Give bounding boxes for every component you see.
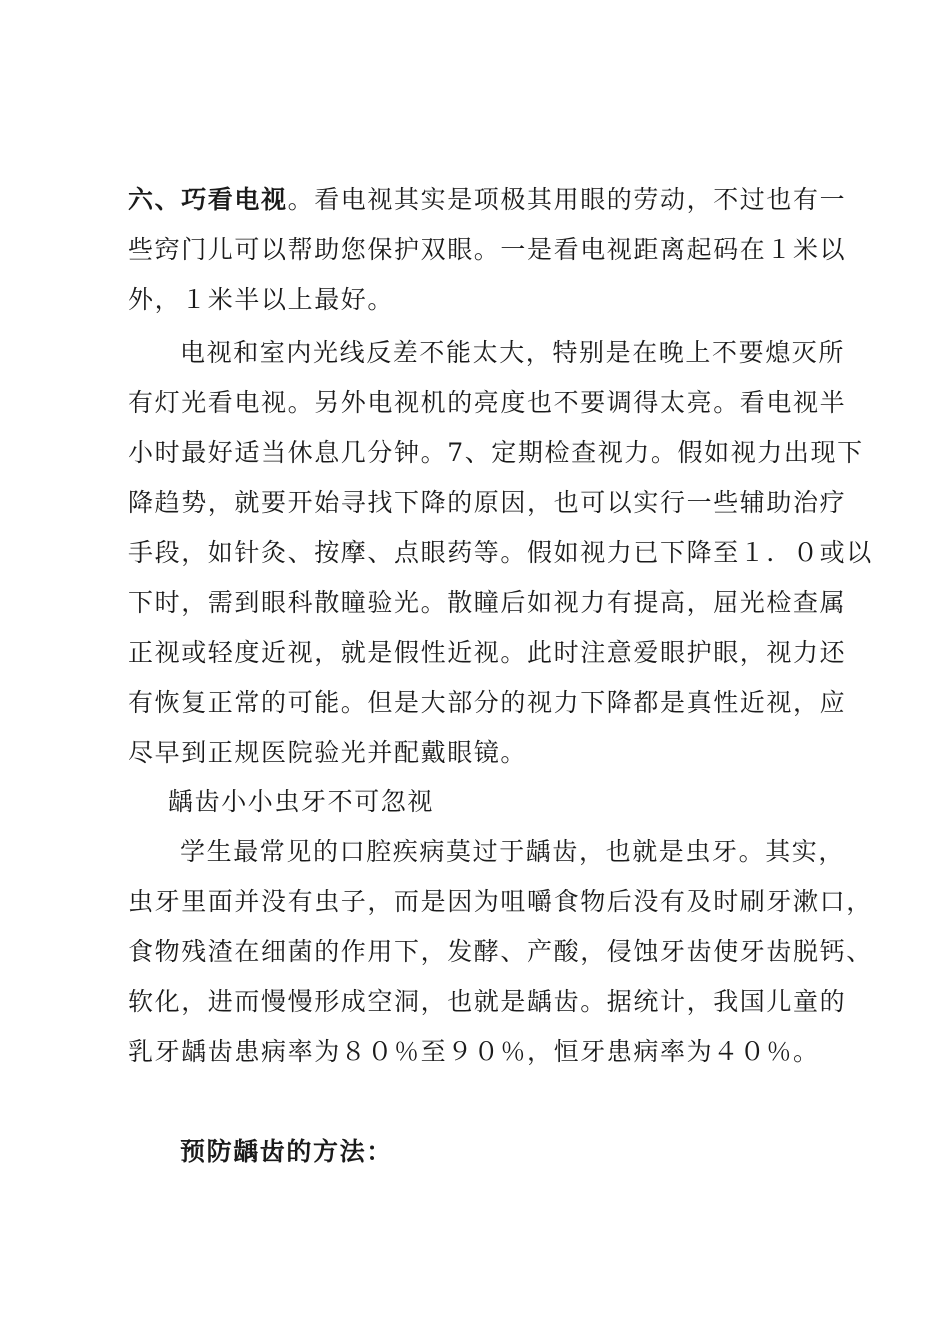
- tv-line-6: 下时，需到眼科散瞳验光。散瞳后如视力有提高，屈光检查属: [128, 588, 847, 617]
- prevention-heading: 预防龋齿的方法：: [180, 1137, 393, 1166]
- section6-line-3: 外，１米半以上最好。: [128, 285, 395, 314]
- section6-paragraph: [128, 175, 847, 325]
- caries-line-4: 软化，进而慢慢形成空洞，也就是龋齿。据统计，我国儿童的: [128, 987, 847, 1016]
- tv-line-1: 电视和室内光线反差不能太大，特别是在晚上不要熄灭所: [180, 338, 846, 367]
- tv-line-3: 小时最好适当休息几分钟。7、定期检查视力。假如视力出现下: [128, 438, 864, 467]
- tv-line-7: 正视或轻度近视，就是假性近视。此时注意爱眼护眼，视力还: [128, 638, 847, 667]
- tv-line-2: 有灯光看电视。另外电视机的亮度也不要调得太亮。看电视半: [128, 388, 847, 417]
- caries-line-5: 乳牙龋齿患病率为８０％至９０％，恒牙患病率为４０％。: [128, 1037, 820, 1066]
- section6-line-2: 些窍门儿可以帮助您保护双眼。一是看电视距离起码在１米以: [128, 235, 847, 264]
- tv-line-4: 降趋势，就要开始寻找下降的原因，也可以实行一些辅助治疗: [128, 488, 847, 517]
- section6-line-1: 六、巧看电视。看电视其实是项极其用眼的劳动，不过也有一: [128, 185, 847, 214]
- tv-line-9: 尽早到正规医院验光并配戴眼镜。: [128, 738, 528, 767]
- caries-line-1: 学生最常见的口腔疾病莫过于龋齿，也就是虫牙。其实，: [180, 837, 846, 866]
- caries-line-2: 虫牙里面并没有虫子，而是因为咀嚼食物后没有及时刷牙漱口，: [128, 887, 873, 916]
- tv-line-5: 手段，如针灸、按摩、点眼药等。假如视力已下降至１．０或以: [128, 538, 873, 567]
- caries-line-3: 食物残渣在细菌的作用下，发酵、产酸，侵蚀牙齿使牙齿脱钙、: [128, 937, 873, 966]
- caries-subtitle: 龋齿小小虫牙不可忽视: [168, 787, 435, 816]
- tv-line-8: 有恢复正常的可能。但是大部分的视力下降都是真性近视，应: [128, 688, 847, 717]
- section6-title: 六、巧看电视: [128, 185, 288, 214]
- caries-paragraph: [128, 827, 873, 1077]
- tv-paragraph: [128, 328, 873, 778]
